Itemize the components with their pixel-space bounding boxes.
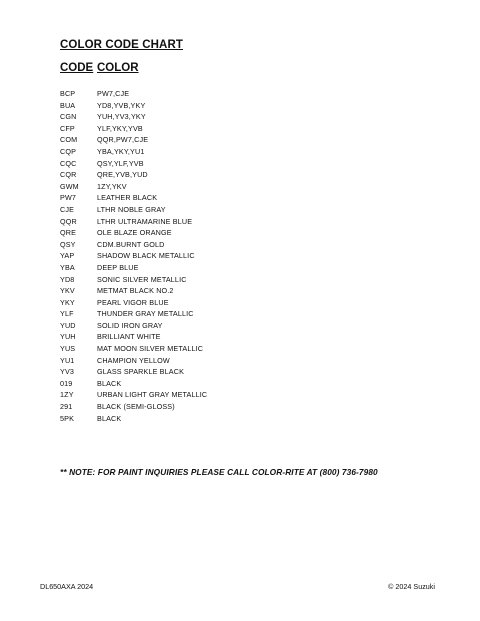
footer-copyright: © 2024 Suzuki [388, 582, 435, 591]
color-code-cell: YKV [60, 286, 75, 296]
color-code-cell: QSY [60, 239, 76, 249]
color-name-cell: BLACK (SEMI-GLOSS) [97, 402, 175, 412]
color-name-cell: GLASS SPARKLE BLACK [97, 367, 185, 377]
table-row [60, 146, 320, 158]
color-code-cell: QRE [60, 228, 77, 238]
table-row [60, 204, 320, 216]
table-row [60, 274, 320, 286]
paint-inquiry-note: ** NOTE: FOR PAINT INQUIRIES PLEASE CALL COLOR-RITE AT (800) 736-7980 [60, 467, 378, 477]
table-row [60, 250, 320, 262]
color-name-cell: YLF,YKY,YVB [97, 123, 143, 133]
color-name-cell: BLACK [97, 413, 122, 423]
color-name-cell: PW7,CJE [97, 89, 130, 98]
color-name-cell: QSY,YLF,YVB [97, 158, 144, 168]
color-code-cell: BUA [60, 100, 76, 110]
color-code-cell: CJE [60, 204, 75, 214]
color-code-cell: PW7 [60, 193, 77, 203]
color-name-cell: OLE BLAZE ORANGE [97, 228, 172, 238]
color-code-cell: 5PK [60, 413, 75, 423]
color-name-cell: YUH,YV3,YKY [97, 112, 146, 122]
color-code-cell: 1ZY [60, 390, 74, 400]
table-row [60, 88, 320, 100]
table-row [60, 413, 320, 425]
table-row [60, 308, 320, 320]
color-name-cell: LEATHER BLACK [97, 193, 158, 203]
color-name-cell: QRE,YVB,YUD [97, 170, 148, 180]
color-code-cell: YLF [60, 309, 74, 319]
color-column-header: COLOR [97, 62, 139, 74]
color-code-cell: YAP [60, 251, 75, 261]
table-row [60, 216, 320, 228]
table-row [60, 262, 320, 274]
color-name-cell: BLACK [97, 378, 122, 388]
table-row [60, 111, 320, 123]
color-code-table [60, 88, 320, 424]
color-code-cell: QQR [60, 216, 77, 226]
color-code-cell: CQP [60, 146, 77, 156]
color-name-cell: QQR,PW7,CJE [97, 135, 149, 145]
color-code-cell: 019 [60, 378, 73, 388]
color-name-cell: LTHR NOBLE GRAY [97, 204, 166, 214]
table-row [60, 181, 320, 193]
table-row [60, 389, 320, 401]
color-name-cell: SHADOW BLACK METALLIC [97, 251, 195, 261]
color-code-cell: CQC [60, 158, 77, 168]
table-row [60, 297, 320, 309]
color-name-cell: PEARL VIGOR BLUE [97, 297, 169, 307]
color-code-cell: BCP [60, 89, 76, 98]
table-row [60, 401, 320, 413]
table-row [60, 192, 320, 204]
color-name-cell: SONIC SILVER METALLIC [97, 274, 187, 284]
color-name-cell: CHAMPION YELLOW [97, 355, 170, 365]
color-name-cell: CDM.BURNT GOLD [97, 239, 165, 249]
table-row [60, 239, 320, 251]
color-name-cell: YD8,YVB,YKY [97, 100, 146, 110]
table-row [60, 123, 320, 135]
color-name-cell: THUNDER GRAY METALLIC [97, 309, 194, 319]
color-name-cell: METMAT BLACK NO.2 [97, 286, 174, 296]
table-row [60, 331, 320, 343]
color-code-cell: YUH [60, 332, 76, 342]
table-row [60, 169, 320, 181]
color-code-cell: YU1 [60, 355, 75, 365]
table-row [60, 378, 320, 390]
color-name-cell: MAT MOON SILVER METALLIC [97, 344, 204, 354]
color-code-cell: 291 [60, 402, 73, 412]
color-code-cell: YKY [60, 297, 75, 307]
table-row [60, 134, 320, 146]
footer-model-code: DL650AXA 2024 [40, 582, 94, 591]
color-name-cell: URBAN LIGHT GRAY METALLIC [97, 390, 208, 400]
color-name-cell: DEEP BLUE [97, 262, 139, 272]
color-code-cell: YBA [60, 262, 75, 272]
color-code-cell: CGN [60, 112, 77, 122]
color-code-cell: YD8 [60, 274, 75, 284]
color-name-cell: SOLID IRON GRAY [97, 320, 163, 330]
table-row [60, 100, 320, 112]
code-column-header: CODE [60, 62, 94, 74]
color-code-cell: CFP [60, 123, 75, 133]
color-code-cell: YUS [60, 344, 76, 354]
table-row [60, 285, 320, 297]
table-row [60, 158, 320, 170]
color-name-cell: YBA,YKY,YU1 [97, 146, 145, 156]
color-code-cell: YUD [60, 320, 76, 330]
color-code-cell: GWM [60, 181, 79, 191]
color-name-cell: 1ZY,YKV [97, 181, 127, 191]
table-row [60, 366, 320, 378]
table-row [60, 320, 320, 332]
color-code-cell: CQR [60, 170, 77, 180]
page-title: COLOR CODE CHART [60, 39, 183, 51]
color-name-cell: LTHR ULTRAMARINE BLUE [97, 216, 193, 226]
color-code-cell: COM [60, 135, 78, 145]
table-row [60, 343, 320, 355]
table-row [60, 355, 320, 367]
color-name-cell: BRILLIANT WHITE [97, 332, 161, 342]
table-row [60, 227, 320, 239]
color-code-cell: YV3 [60, 367, 75, 377]
